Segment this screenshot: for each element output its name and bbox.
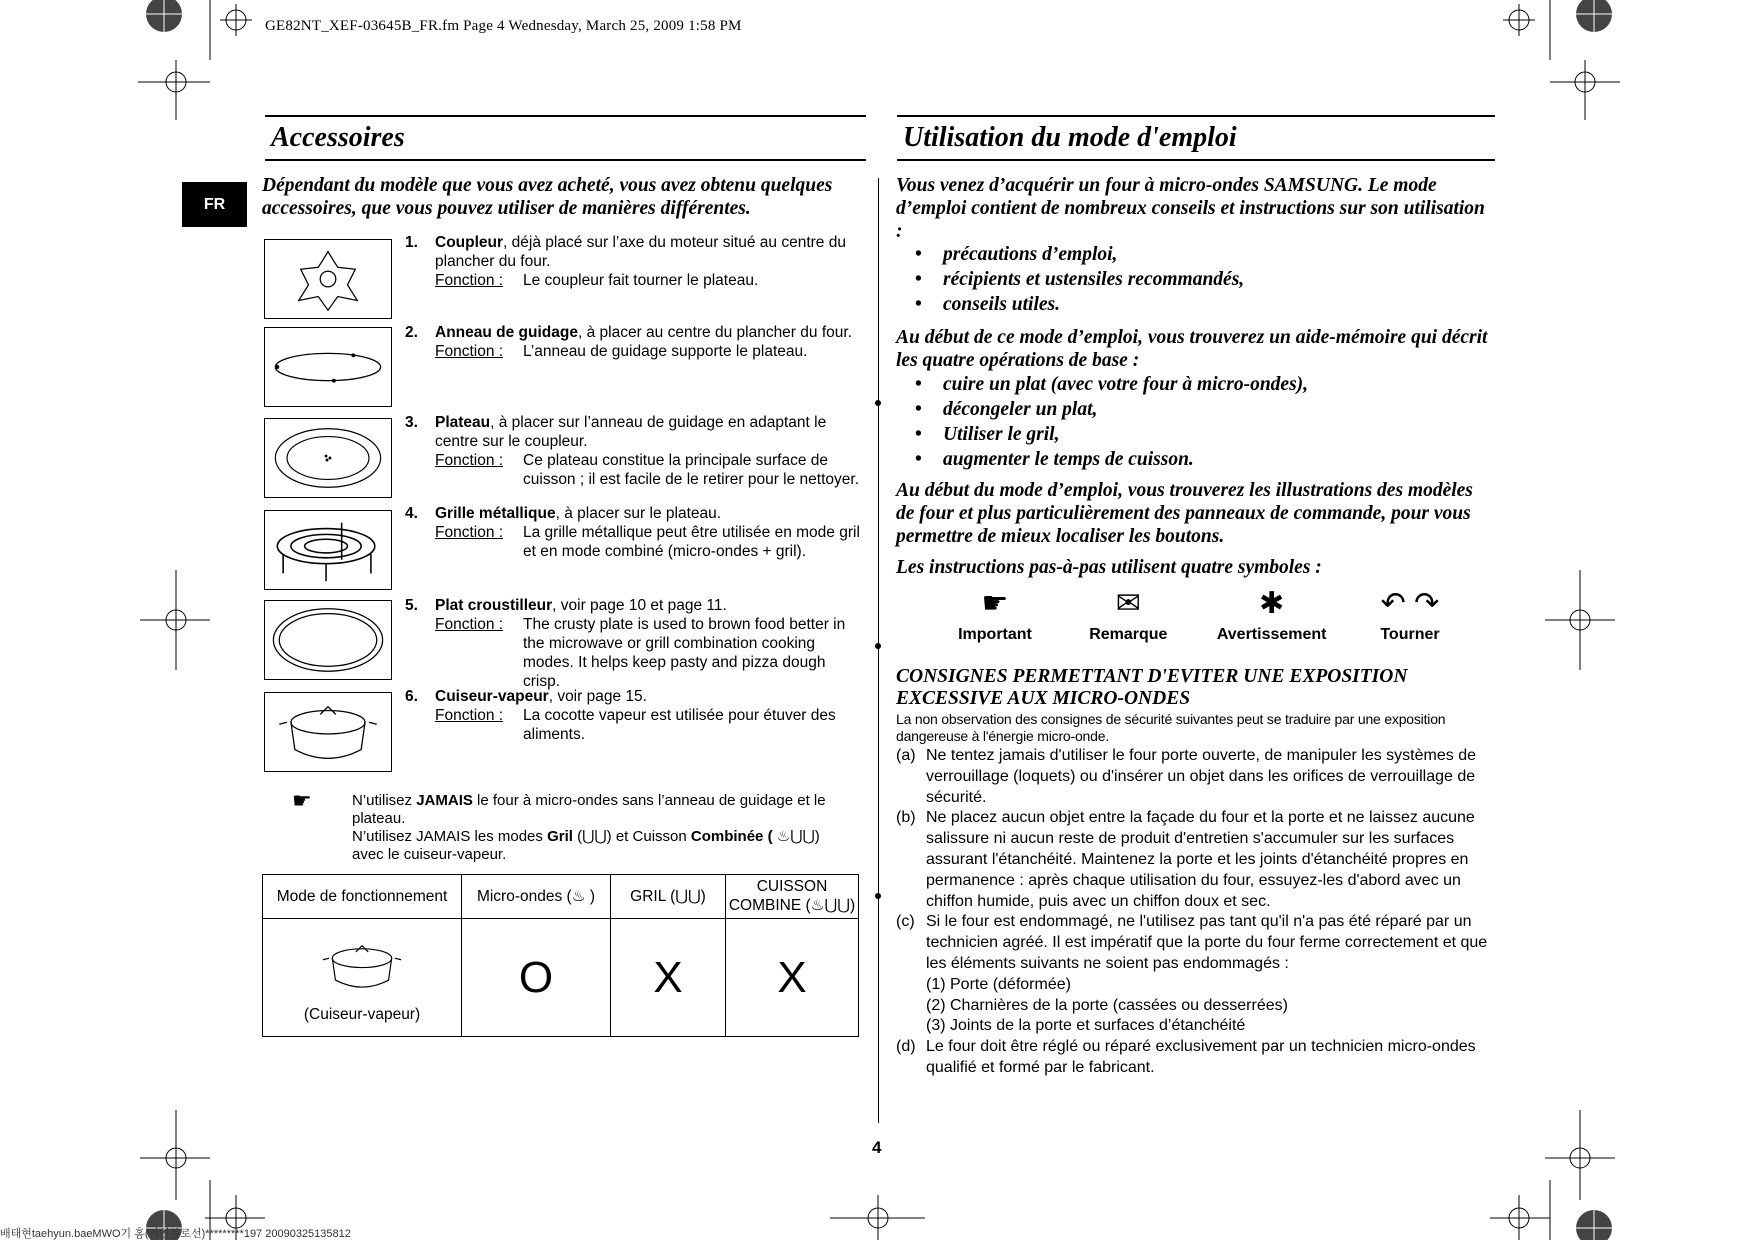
grill-value: X — [611, 919, 726, 1037]
divider-dot — [875, 400, 881, 406]
safety-precautions-title: CONSIGNES PERMETTANT D'EVITER UNE EXPOSITION EXCESSIVE AUX MICRO-ONDES — [896, 666, 1408, 709]
rule-text: (3) Joints de la porte et surfaces d’étanchéité — [926, 1017, 1246, 1035]
list-item: • cuire un plat (avec votre four à micro-ondes), — [915, 372, 1475, 397]
rule-key: (c) — [896, 913, 915, 931]
cooking-mode-table — [262, 874, 859, 1037]
table-header: CUISSON COMBINE (♨⋃⋃) — [726, 875, 859, 919]
rule-text: Ne placez aucun objet entre la façade du four et la porte et ne laissez aucune salissure ni aucun reste de produit d'entretien s'accumuler sur les surfaces assurant l'étanchéité. Maintenez la porte et les joints d'étanchéité propres en permanence : après chaque utilisation du four, essuyez-les d'abord avec un chiffon humide, puis avec un chiffon doux et sec. — [926, 809, 1475, 910]
right-section-title: Utilisation du mode d'emploi — [897, 115, 1495, 161]
file-header: GE82NT_XEF-03645B_FR.fm Page 4 Wednesday, March 25, 2009 1:58 PM — [265, 18, 742, 34]
accessory-item-steamer — [405, 687, 860, 744]
item-desc: , à placer sur l’anneau de guidage en adaptant le centre sur le coupleur. — [435, 414, 827, 450]
list-item: • Utiliser le gril, — [915, 422, 1475, 447]
function-label: Fonction : — [435, 524, 504, 541]
rule-key — [896, 975, 926, 996]
accessory-item-coupler — [405, 233, 860, 290]
roller-ring-image — [264, 327, 392, 407]
illustrations-intro: Au début du mode d’emploi, vous trouverez les illustrations des modèles de four et plus particulièrement des panneaux de commande, pour vous permettre de mieux localiser les boutons. — [896, 480, 1473, 547]
safety-precautions-subtitle: La non observation des consignes de sécurité suivantes peut se traduire par une exposition dangereuse à l'énergie micro-onde. — [896, 711, 1446, 744]
steamer-warning-note — [352, 792, 862, 864]
divider-dot — [875, 893, 881, 899]
basic-operations-intro: Au début de ce mode d’emploi, vous trouverez un aide-mémoire qui décrit les quatre opérations de base : — [896, 327, 1488, 371]
list-item: • augmenter le temps de cuisson. — [915, 447, 1475, 472]
item-name: Anneau de guidage — [435, 324, 578, 341]
symbol-turn — [1350, 586, 1470, 644]
hand-icon: ☛ — [981, 587, 1009, 620]
rule-item — [896, 808, 1496, 912]
note-text: avec le cuiseur-vapeur. — [352, 846, 507, 863]
note-bold: JAMAIS — [416, 792, 473, 809]
note-bold: Combinée ( — [690, 828, 773, 845]
note-text: le four à micro-ondes sans l’anneau de guidage et le plateau. — [352, 792, 826, 827]
rule-item — [896, 746, 1496, 808]
list-item: • précautions d’emploi, — [915, 242, 1475, 267]
table-header: Mode de fonctionnement — [263, 875, 462, 919]
rotate-arrows-icon: ↶ ↷ — [1380, 587, 1440, 620]
item-name: Coupleur — [435, 234, 504, 251]
rule-subitem — [896, 975, 1496, 996]
item-name: Plateau — [435, 414, 491, 431]
safety-rules-list — [896, 746, 1496, 1079]
item-function: La cocotte vapeur est utilisée pour étuver des aliments. — [523, 707, 836, 743]
rule-key: (a) — [896, 747, 916, 764]
list-item: • conseils utiles. — [915, 292, 1475, 317]
rule-key — [896, 1016, 926, 1037]
asterisk-icon: ✱ — [1259, 587, 1285, 620]
item-name: Plat croustilleur — [435, 597, 553, 614]
important-hand-icon: ☛ — [292, 788, 312, 813]
function-label: Fonction : — [435, 452, 504, 469]
item-number: 1. — [405, 234, 418, 251]
rule-item — [896, 1037, 1496, 1079]
microwave-value: O — [462, 919, 611, 1037]
note-text: N’utilisez JAMAIS les modes — [352, 828, 548, 845]
rule-text: Si le four est endommagé, ne l'utilisez pas tant qu'il n'a pas été réparé par un technicien agréé. Il est impératif que la porte du four ferme correctement et que les éléments suivants ne soient pas endommagés : — [926, 913, 1488, 972]
note-text: (⋃⋃) et Cuisson — [572, 828, 691, 845]
note-text: N’utilisez — [352, 792, 417, 809]
symbols-intro: Les instructions pas-à-pas utilisent quatre symboles : — [896, 557, 1322, 578]
function-label: Fonction : — [435, 616, 504, 633]
crusty-plate-image — [264, 600, 392, 680]
item-function: Ce plateau constitue la principale surface de cuisson ; il est facile de le retirer pour le nettoyer. — [523, 452, 859, 488]
function-label: Fonction : — [435, 707, 504, 724]
item-number: 2. — [405, 324, 418, 341]
note-bold: Gril — [547, 828, 573, 845]
item-function: The crusty plate is used to brown food better in the microwave or grill combination cooking modes. It helps keep pasty and pizza dough crisp. — [523, 616, 846, 690]
basic-operations-list — [915, 372, 1475, 472]
left-section-title: Accessoires — [265, 115, 866, 161]
symbol-label: Avertissement — [1216, 626, 1327, 643]
item-name: Cuiseur-vapeur — [435, 688, 549, 705]
symbol-legend — [930, 586, 1470, 644]
accessory-item-roller-ring — [405, 323, 860, 361]
symbol-label: Tourner — [1380, 626, 1440, 643]
item-desc: , voir page 15. — [548, 688, 647, 705]
manual-intro: Vous venez d’acquérir un four à micro-ondes SAMSUNG. Le mode d’emploi contient de nombreux conseils et instructions sur son utilisation : — [896, 175, 1485, 242]
symbol-label: Important — [958, 626, 1032, 643]
steamer-icon — [312, 931, 412, 1001]
row-label: (Cuiseur-vapeur) — [303, 1006, 421, 1023]
item-number: 6. — [405, 688, 418, 705]
language-tab: FR — [182, 182, 247, 227]
accessories-intro: Dépendant du modèle que vous avez acheté, vous avez obtenu quelques accessoires, que vous pouvez utiliser de manières différentes. — [262, 175, 833, 219]
combi-value: X — [726, 919, 859, 1037]
table-row-steamer — [263, 919, 462, 1037]
rule-subitem — [896, 1016, 1496, 1037]
accessory-item-crusty-plate — [405, 596, 860, 691]
item-number: 4. — [405, 505, 418, 522]
symbol-label: Remarque — [1089, 626, 1168, 643]
metal-rack-image — [264, 510, 392, 590]
rule-key: (d) — [896, 1038, 916, 1056]
rule-text: Le four doit être réglé ou réparé exclusivement par un technicien micro-ondes qualifié et formé par le fabricant. — [926, 1038, 1476, 1076]
rule-key: (b) — [896, 809, 916, 827]
table-header: GRIL (⋃⋃) — [611, 875, 726, 919]
rule-text: Ne tentez jamais d'utiliser le four porte ouverte, de manipuler les systèmes de verrouillage (loquets) ou d'insérer un objet dans les orifices de verrouillage de sécurité. — [926, 747, 1476, 806]
item-number: 5. — [405, 597, 418, 614]
list-item: • récipients et ustensiles recommandés, — [915, 267, 1475, 292]
rule-key — [896, 996, 926, 1017]
page-number: 4 — [872, 1138, 882, 1157]
rule-text: (1) Porte (déformée) — [926, 975, 1071, 993]
accessory-item-turntable — [405, 413, 860, 489]
table-header: Micro-ondes (♨ ) — [462, 875, 611, 919]
item-name: Grille métallique — [435, 505, 556, 522]
footer-watermark: 배태현taehyun.baeMWO기 홈(키친블로선)*********197 20090325135812 — [0, 1228, 351, 1240]
symbol-note — [1063, 586, 1193, 644]
divider-dot — [875, 643, 881, 649]
rule-subitem — [896, 996, 1496, 1017]
item-desc: , à placer au centre du plancher du four. — [577, 324, 852, 341]
item-function: L’anneau de guidage supporte le plateau. — [523, 343, 808, 360]
column-divider — [878, 178, 879, 1123]
rule-text: (2) Charnières de la porte (cassées ou desserrées) — [926, 996, 1288, 1014]
symbol-important — [930, 586, 1060, 644]
item-number: 3. — [405, 414, 418, 431]
symbol-warning — [1197, 586, 1347, 644]
item-function: Le coupleur fait tourner le plateau. — [523, 272, 759, 289]
list-item: • décongeler un plat, — [915, 397, 1475, 422]
function-label: Fonction : — [435, 272, 504, 289]
note-text: ♨⋃⋃) — [772, 828, 820, 845]
accessory-item-metal-rack — [405, 504, 860, 561]
function-label: Fonction : — [435, 343, 504, 360]
turntable-image — [264, 418, 392, 498]
rule-item — [896, 912, 1496, 974]
coupler-image — [264, 239, 392, 319]
manual-contents-list — [915, 242, 1475, 317]
item-desc: , déjà placé sur l’axe du moteur situé au centre du plancher du four. — [435, 234, 846, 270]
steamer-image — [264, 692, 392, 772]
item-desc: , à placer sur le plateau. — [555, 505, 722, 522]
item-desc: , voir page 10 et page 11. — [552, 597, 727, 614]
item-function: La grille métallique peut être utilisée en mode gril et en mode combiné (micro-ondes + gril). — [523, 524, 860, 560]
envelope-icon: ✉ — [1115, 587, 1141, 620]
